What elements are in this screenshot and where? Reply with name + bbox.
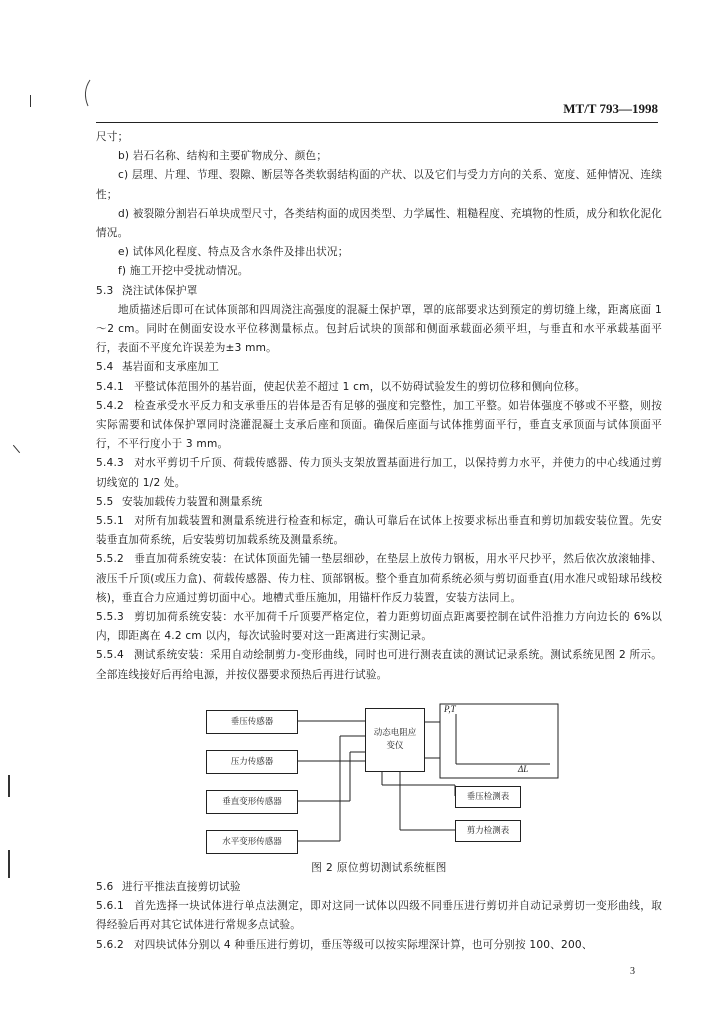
vertical-pressure-sensor-box: 垂压传感器 [206, 710, 298, 734]
list-item-d: d) 被裂隙分割岩石单块成型尺寸，各类结构面的成因类型、力学属性、粗糙程度、充填物的性质，成分和软化泥化情况。 [96, 207, 662, 240]
section-title: 安装加载传力装置和测量系统 [122, 495, 263, 508]
section-text: 对所有加载装置和测量系统进行检查和标定，确认可靠后在试体上按要求标出垂直和剪切加载安装位置。先安装垂直加荷系统，后安装剪切加载系统及测量系统。 [96, 515, 662, 547]
list-item-e: e) 试体风化程度、特点及含水条件及排出状况； [118, 246, 349, 259]
section-number: 5.4.3 [96, 457, 124, 470]
plot-x-axis-label: ΔL [518, 764, 529, 774]
scan-mark-1 [30, 95, 31, 107]
vertical-gauge-box: 垂压检测表 [455, 786, 521, 808]
section-5-4-1 [96, 378, 662, 397]
section-number: 5.5 [96, 495, 114, 508]
section-text: 垂直加荷系统安装：在试体顶面先铺一垫层细砂，在垫层上放传力钢板，用水平尺抄平，然后依次放滚轴排、液压千斤顶(或压力盒)、荷载传感器、传力柱、顶部钢板。整个垂直加荷系统必须与剪切面垂直(用水准尺或铅球吊线校核)，垂直合力应通过剪切面中心。地槽式垂压施加，用锚杆作反力装置，安装方法同上。 [96, 553, 662, 604]
section-number: 5.5.2 [96, 553, 124, 566]
section-5-6-1 [96, 897, 662, 935]
section-text: 对四块试体分别以 4 种垂压进行剪切，垂压等级可以按实际埋深计算，也可分别按 100、200、 [134, 938, 593, 951]
list-item-f: f) 施工开挖中受扰动情况。 [118, 265, 249, 278]
section-text: 首先选择一块试体进行单点法测定，即对这同一试体以四级不同垂压进行剪切并自动记录剪切一变形曲线，取得经验后再对其它试体进行常规多点试验。 [96, 900, 662, 932]
section-5-5-4 [96, 646, 662, 684]
section-number: 5.5.1 [96, 515, 124, 528]
section-title: 基岩面和支承座加工 [122, 361, 220, 374]
section-number: 5.3 [96, 284, 114, 297]
paragraph: 尺寸； [96, 131, 129, 143]
section-5-4-2 [96, 397, 662, 455]
section-heading-5-6 [96, 878, 662, 897]
section-text: 平整试体范围外的基岩面，使起伏差不超过 1 cm，以不妨碍试验发生的剪切位移和侧向位移。 [134, 380, 586, 393]
header-rule [96, 122, 658, 123]
list-item-b: b) 岩石名称、结构和主要矿物成分、颜色； [118, 150, 328, 163]
scan-mark-2 [13, 445, 20, 453]
section-title: 进行平推法直接剪切试验 [122, 881, 241, 893]
section-heading-5-3 [96, 282, 662, 301]
page-header: MT/T 793—1998 [563, 101, 658, 116]
section-text: 检查承受水平反力和支承垂压的岩体是否有足够的强度和完整性，加工平整。如岩体强度不够或不平整，则按实际需要和试体保护罩同时浇灌混凝土支承后座和顶面。确保后座面与试体推剪面平行，垂直支承顶面与试体顶面平行，不平行度小于 3 mm。 [96, 399, 662, 451]
section-number: 5.5.4 [96, 649, 124, 662]
section-5-5-1 [96, 512, 662, 550]
figure-caption: 图 2 原位剪切测试系统框图 [311, 862, 447, 874]
system-block-diagram [200, 700, 560, 852]
section-heading-5-5 [96, 493, 662, 512]
section-5-6-2 [96, 936, 662, 955]
pressure-sensor-box: 压力传感器 [206, 750, 298, 774]
section-text-5-3: 地质描述后即可在试体顶部和四周浇注高强度的混凝土保护罩，罩的底部要求达到预定的剪切缝上缘，距离底面 1～2 cm。同时在侧面安设水平位移测量标点。包封后试块的顶部和侧面承载面必须平坦，与垂直和水平承载基面平行，表面不平度允许误差为±3 mm。 [96, 303, 662, 355]
section-text: 剪切加荷系统安装：水平加荷千斤顶要严格定位，着力距剪切面点距离要控制在试件沿推力方向边长的 6%以内，即距离在 4.2 cm 以内，每次试验时要对这一距离进行实测记录。 [96, 611, 662, 643]
section-text: 测试系统安装：采用自动绘制剪力-变形曲线，同时也可进行测表直读的测试记录系统。测试系统见图 2 所示。全部连线接好后再给电源，并按仪器要求预热后再进行试验。 [96, 649, 662, 681]
scan-mark-3 [8, 775, 10, 797]
section-5-5-3 [96, 608, 662, 646]
scan-curve-mark [80, 78, 92, 108]
plot-y-axis-label: P,T [444, 704, 456, 714]
section-title: 浇注试体保护罩 [122, 284, 198, 297]
section-heading-5-4 [96, 358, 662, 377]
vertical-deformation-sensor-box: 垂直变形传感器 [206, 790, 298, 814]
section-number: 5.6.2 [96, 938, 124, 951]
section-number: 5.4.1 [96, 380, 124, 393]
section-5-4-3 [96, 454, 662, 492]
document-body [96, 128, 662, 685]
document-body-continued [96, 878, 662, 955]
horizontal-deformation-sensor-box: 水平变形传感器 [206, 830, 298, 854]
section-number: 5.6.1 [96, 900, 124, 913]
shear-gauge-box: 剪力检测表 [455, 820, 521, 842]
section-number: 5.4.2 [96, 399, 124, 412]
section-number: 5.5.3 [96, 611, 124, 624]
strain-meter-box: 动态电阻应变仪 [365, 708, 425, 772]
section-number: 5.6 [96, 881, 114, 893]
section-5-5-2 [96, 550, 662, 608]
scan-mark-4 [8, 850, 10, 878]
section-text: 对水平剪切千斤顶、荷载传感器、传力顶头支架放置基面进行加工，以保持剪力水平，并使力的中心线通过剪切线宽的 1/2 处。 [96, 457, 662, 489]
page-number: 3 [630, 966, 635, 977]
section-number: 5.4 [96, 361, 114, 374]
list-item-c: c) 层理、片理、节理、裂隙、断层等各类软弱结构面的产状、以及它们与受力方向的关系、宽度、延伸情况、连续性； [96, 169, 662, 201]
